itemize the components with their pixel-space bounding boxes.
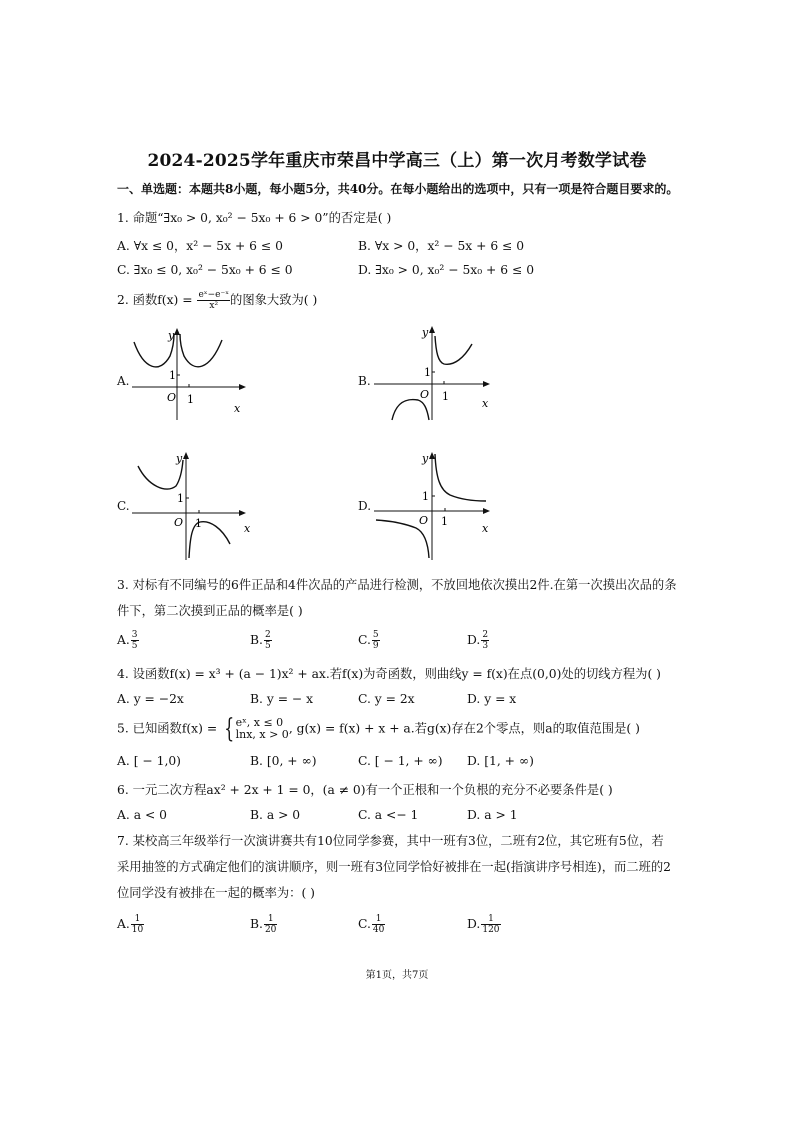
question-3-option-c-label: C. (358, 633, 371, 647)
question-2-stem (117, 290, 317, 311)
question-3-line-1: 3. 对标有不同编号的6件正品和4件次品的产品进行检测，不放回地依次摸出2件.在第一次摸出次品的条 (117, 578, 677, 592)
graph-b-tick-y: 1 (424, 366, 431, 379)
graph-b-x-label: x (482, 397, 489, 410)
question-4-option-d: D. y = x (467, 692, 517, 706)
graph-b-y-label: y (422, 326, 429, 339)
question-7-option-b-den: 20 (264, 925, 277, 935)
question-3-option-d-fraction (481, 630, 489, 651)
graph-a-y-label: y (168, 329, 175, 342)
question-6-option-b: B. a > 0 (250, 808, 301, 822)
question-7-option-c-num: 1 (372, 914, 385, 925)
question-7-line-2: 采用抽签的方式确定他们的演讲顺序，则一班有3位同学恰好被排在一起(指演讲序号相连)，而二班的2 (117, 860, 672, 874)
graph-b-origin: O (420, 388, 430, 401)
question-2-fraction (197, 290, 230, 311)
question-5-suffix: , g(x) = f(x) + x + a.若g(x)存在2个零点，则a的取值范围是( ) (288, 721, 640, 736)
question-7-option-b-label: B. (250, 917, 263, 931)
question-7-option-a-fraction (131, 914, 144, 935)
question-1-option-c: C. ∃x₀ ≤ 0, x₀² − 5x₀ + 6 ≤ 0 (117, 263, 293, 277)
question-7-option-c (358, 914, 385, 935)
question-3-option-a-den: 5 (131, 641, 138, 651)
exam-title: 2024-2025学年重庆市荣昌中学高三（上）第一次月考数学试卷 (147, 151, 647, 171)
question-7-option-d-num: 1 (481, 914, 500, 925)
question-7-option-a (117, 914, 144, 935)
question-7-option-a-num: 1 (131, 914, 144, 925)
question-7-option-c-fraction (372, 914, 385, 935)
graph-d-origin: O (419, 514, 429, 527)
question-7-option-d-fraction (481, 914, 500, 935)
question-3-option-d-num: 2 (482, 630, 489, 640)
question-7-option-d-den: 120 (482, 925, 500, 935)
question-2-prefix: 2. 函数f(x) = (117, 293, 197, 307)
graph-d-y-label: y (422, 452, 429, 465)
graph-c-origin: O (174, 516, 184, 529)
question-7-option-d-label: D. (467, 917, 481, 931)
question-3-option-d-den: 3 (482, 641, 489, 651)
graph-d-x-label: x (482, 522, 489, 535)
question-7-option-d (467, 914, 501, 935)
page-footer: 第1页，共7页 (365, 970, 429, 981)
question-5-option-a: A. [ − 1,0) (117, 754, 181, 768)
question-1-option-d: D. ∃x₀ > 0, x₀² − 5x₀ + 6 ≤ 0 (358, 263, 535, 277)
graph-a-tick-y: 1 (169, 369, 176, 382)
question-1-option-a: A. ∀x ≤ 0，x² − 5x + 6 ≤ 0 (117, 239, 283, 253)
question-3-option-d-label: D. (467, 633, 481, 647)
question-3-option-c-fraction (372, 630, 380, 651)
question-6-stem: 6. 一元二次方程ax² + 2x + 1 = 0，(a ≠ 0)有一个正根和一个负根的充分不必要条件是( ) (117, 783, 613, 797)
question-7-option-a-label: A. (117, 917, 130, 931)
question-5-cases (236, 717, 289, 741)
question-3-option-c-den: 9 (372, 641, 379, 651)
graph-c-label: C. (117, 499, 130, 513)
question-4-option-b: B. y = − x (250, 692, 314, 706)
question-5-prefix: 5. 已知函数f(x) = (117, 721, 222, 736)
question-6-option-a: A. a < 0 (117, 808, 167, 822)
graph-a (130, 322, 255, 422)
question-3-option-c (358, 630, 380, 651)
question-7-option-c-label: C. (358, 917, 371, 931)
question-5-case-1: eˣ, x ≤ 0 (235, 716, 284, 729)
graph-a-origin: O (167, 391, 177, 404)
graph-b (372, 322, 497, 422)
question-5-option-b: B. [0, + ∞) (250, 754, 317, 768)
question-4-option-c: C. y = 2x (358, 692, 415, 706)
question-1-stem: 1. 命题“∃x₀ > 0, x₀² − 5x₀ + 6 > 0”的否定是( ) (117, 211, 392, 225)
question-3-option-b-num: 2 (264, 630, 271, 640)
graph-b-tick-x: 1 (442, 390, 449, 403)
question-5-option-c: C. [ − 1, + ∞) (358, 754, 443, 768)
question-7-option-c-den: 40 (372, 925, 385, 935)
graph-c-y-label: y (176, 452, 183, 465)
question-7-line-1: 7. 某校高三年级举行一次演讲赛共有10位同学参赛，其中一班有3位，二班有2位，其它班有5位，若 (117, 834, 664, 848)
question-3-line-2: 件下，第二次摸到正品的概率是( ) (117, 604, 303, 618)
question-7-option-b-num: 1 (264, 914, 277, 925)
graph-a-label: A. (117, 374, 130, 388)
question-7-line-3: 位同学没有被排在一起的概率为：( ) (117, 886, 315, 900)
graph-a-x-label: x (234, 402, 241, 415)
question-3-option-a-num: 3 (131, 630, 138, 640)
question-3-stem (117, 572, 677, 624)
question-3-option-c-num: 5 (372, 630, 379, 640)
graph-c-x-label: x (244, 522, 251, 535)
question-3-option-a-label: A. (117, 633, 130, 647)
graph-d-tick-x: 1 (441, 515, 448, 528)
question-7-stem (117, 828, 677, 906)
question-5-option-d: D. [1, + ∞) (467, 754, 534, 768)
graph-c (130, 448, 255, 563)
graph-d-label: D. (358, 499, 372, 513)
question-2-denominator: x² (209, 301, 219, 311)
question-3-option-d (467, 630, 489, 651)
question-1-option-b: B. ∀x > 0，x² − 5x + 6 ≤ 0 (358, 239, 525, 253)
question-5-brace: { (224, 714, 235, 744)
question-7-option-a-den: 10 (131, 925, 144, 935)
question-5-case-2: lnx, x > 0 (235, 728, 289, 741)
question-2-numerator: eˣ−e⁻ˣ (198, 290, 230, 300)
graph-d-tick-y: 1 (422, 490, 429, 503)
question-7-option-b (250, 914, 277, 935)
graph-c-tick-x: 1 (195, 517, 202, 530)
question-3-option-b (250, 630, 272, 651)
graph-d (372, 448, 497, 563)
question-6-option-c: C. a <− 1 (358, 808, 419, 822)
question-3-option-a-fraction (131, 630, 139, 651)
question-3-option-b-den: 5 (264, 641, 271, 651)
question-2-suffix: 的图象大致为( ) (230, 293, 318, 307)
graph-a-tick-x: 1 (187, 393, 194, 406)
section-heading: 一、单选题：本题共8小题，每小题5分，共40分。在每小题给出的选项中，只有一项是符合题目要求的。 (117, 182, 679, 196)
question-3-option-b-label: B. (250, 633, 263, 647)
graph-c-tick-y: 1 (177, 492, 184, 505)
question-4-stem: 4. 设函数f(x) = x³ + (a − 1)x² + ax.若f(x)为奇函数，则曲线y = f(x)在点(0,0)处的切线方程为( ) (117, 667, 661, 681)
graph-b-label: B. (358, 374, 371, 388)
question-3-option-b-fraction (264, 630, 272, 651)
question-7-option-b-fraction (264, 914, 277, 935)
question-4-option-a: A. y = −2x (117, 692, 184, 706)
question-5-stem (117, 716, 640, 742)
question-6-option-d: D. a > 1 (467, 808, 518, 822)
question-3-option-a (117, 630, 139, 651)
